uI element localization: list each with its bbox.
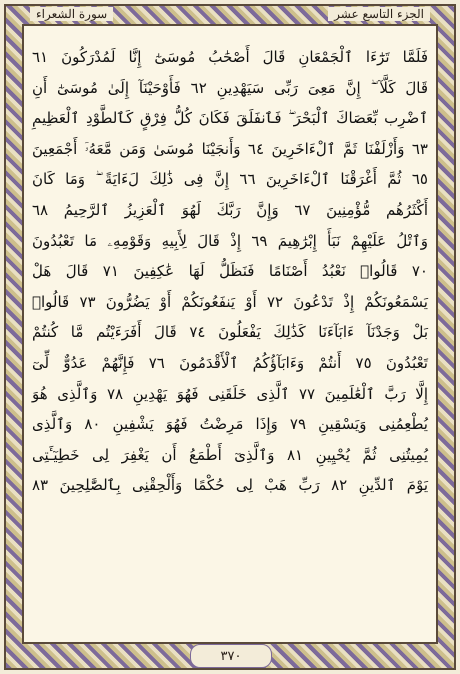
- verse-line-4: ٦٣ وَأَزْلَفْنَا ثَمَّ ٱلْءَاخَرِينَ ٦٤ وَأَنجَيْنَا مُوسَىٰ وَمَن مَّعَهُۥٓ أَجْمَعِينَ: [32, 139, 428, 158]
- verse-line-13: يُطْعِمُنِى وَيَسْقِينِ ٧٩ وَإِذَا مَرِضْتُ فَهُوَ يَشْفِينِ ٨٠ وَٱلَّذِى: [32, 415, 428, 434]
- verse-line-14: يُمِيتُنِى ثُمَّ يُحْيِينِ ٨١ وَٱلَّذِىٓ أَطْمَعُ أَن يَغْفِرَ لِى خَطِيٓـَٔتِى: [32, 445, 428, 464]
- verse-line-6: أَكْثَرُهُم مُّؤْمِنِينَ ٦٧ وَإِنَّ رَبَّكَ لَهُوَ ٱلْعَزِيزُ ٱلرَّحِيمُ ٦٨: [32, 200, 428, 219]
- verse-line-1: فَلَمَّا تَرَٰٓءَا ٱلْجَمْعَانِ قَالَ أَصْحَٰبُ مُوسَىٰٓ إِنَّا لَمُدْرَكُونَ ٦١: [32, 48, 428, 66]
- verse-lines: [30, 42, 430, 501]
- verse-line-12: إِلَّا رَبَّ ٱلْعَٰلَمِينَ ٧٧ ٱلَّذِى خَلَقَنِى فَهُوَ يَهْدِينِ ٧٨ وَٱلَّذِى هُوَ: [32, 384, 428, 403]
- juz-label: الجزء التاسع عشر: [328, 7, 430, 21]
- page-number: ٣٧٠: [190, 644, 272, 668]
- verse-line-3: ٱضْرِب بِّعَصَاكَ ٱلْبَحْرَ ۖ فَٱنفَلَقَ فَكَانَ كُلُّ فِرْقٍ كَٱلطَّوْدِ ٱلْعَظِيمِ: [32, 109, 428, 128]
- verse-line-10: بَلْ وَجَدْنَآ ءَابَآءَنَا كَذَٰلِكَ يَفْعَلُونَ ٧٤ قَالَ أَفَرَءَيْتُم مَّا كُنتُمْ: [32, 323, 428, 342]
- verse-line-2: قَالَ كَلَّآ ۖ إِنَّ مَعِىَ رَبِّى سَيَهْدِينِ ٦٢ فَأَوْحَيْنَآ إِلَىٰ مُوسَىٰٓ أَنِ: [32, 78, 428, 97]
- page-header: [30, 6, 430, 22]
- verse-line-8: ٧٠ قَالُوا۟ نَعْبُدُ أَصْنَامًا فَنَظَلُّ لَهَا عَٰكِفِينَ ٧١ قَالَ هَلْ: [32, 262, 428, 281]
- verse-line-5: ٦٥ ثُمَّ أَغْرَقْنَا ٱلْءَاخَرِينَ ٦٦ إِنَّ فِى ذَٰلِكَ لَءَايَةً ۖ وَمَا كَانَ: [32, 170, 428, 189]
- verse-line-15: يَوْمَ ٱلدِّينِ ٨٢ رَبِّ هَبْ لِى حُكْمًا وَأَلْحِقْنِى بِٱلصَّٰلِحِينَ ٨٣: [32, 476, 428, 495]
- verse-line-7: وَٱتْلُ عَلَيْهِمْ نَبَأَ إِبْرَٰهِيمَ ٦٩ إِذْ قَالَ لِأَبِيهِ وَقَوْمِهِۦ مَا تَعْبُدُونَ: [32, 231, 428, 250]
- surah-label: سورة الشعراء: [30, 7, 113, 21]
- verse-line-9: يَسْمَعُونَكُمْ إِذْ تَدْعُونَ ٧٢ أَوْ يَنفَعُونَكُمْ أَوْ يَضُرُّونَ ٧٣ قَالُوا۟: [32, 292, 428, 311]
- verse-line-11: تَعْبُدُونَ ٧٥ أَنتُمْ وَءَابَآؤُكُمُ ٱلْأَقْدَمُونَ ٧٦ فَإِنَّهُمْ عَدُوٌّ لِّىٓ: [32, 353, 428, 372]
